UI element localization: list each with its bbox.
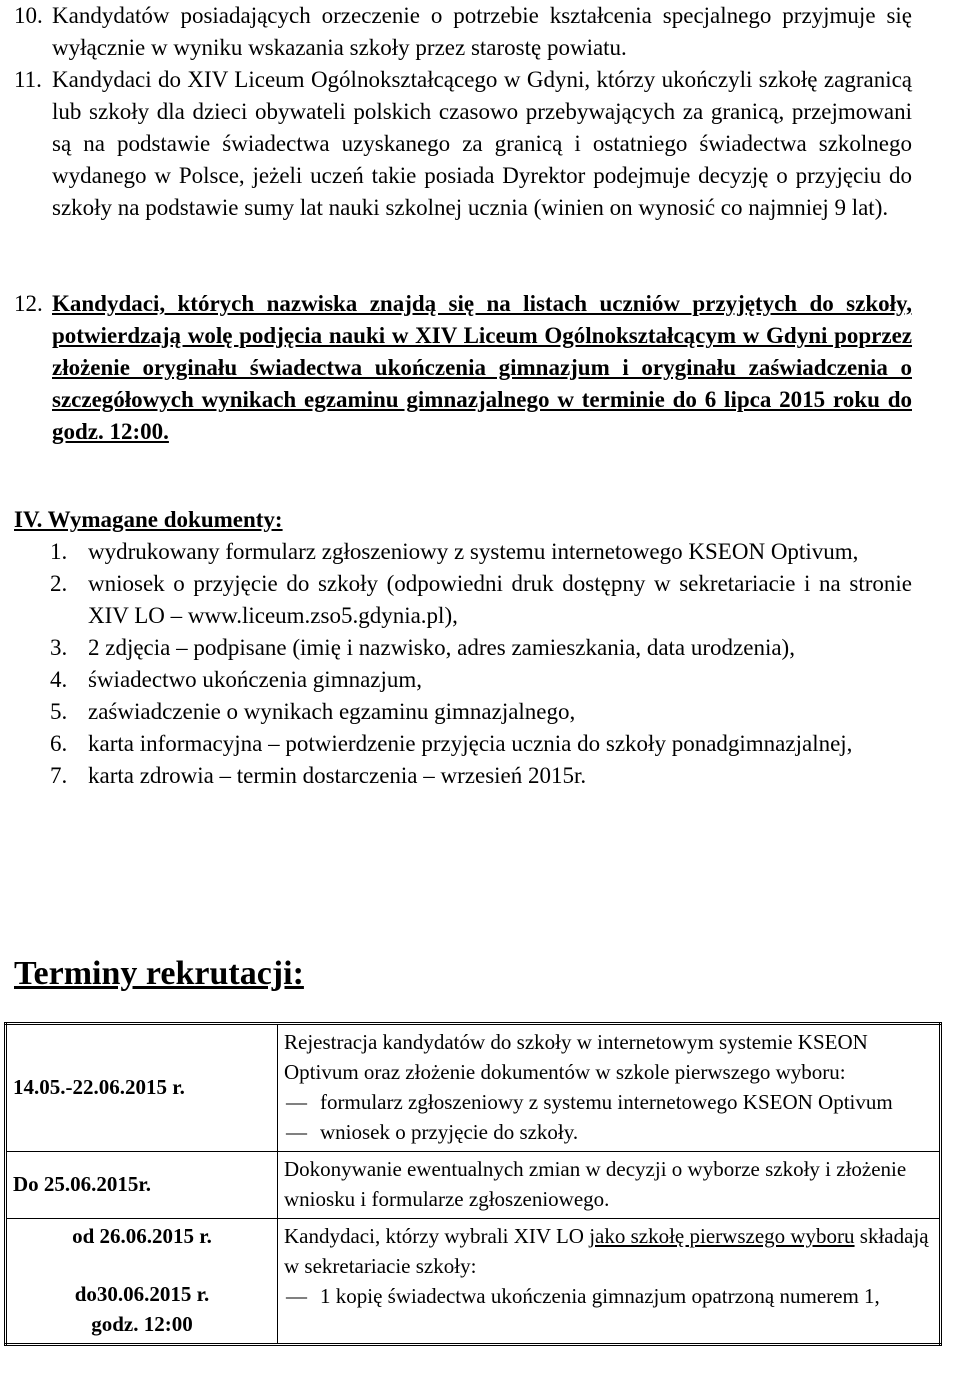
table-cell-date: 14.05.-22.06.2015 r. xyxy=(6,1024,278,1152)
paragraph-10 xyxy=(14,0,912,64)
terms-table xyxy=(4,1022,942,1346)
date-start: od 26.06.2015 r. xyxy=(72,1224,212,1248)
paragraph-number: 12. xyxy=(14,291,43,316)
table-row xyxy=(6,1024,941,1152)
table-row xyxy=(6,1152,941,1219)
paragraph-text: Kandydaci, których nazwiska znajdą się na listach uczniów przyjętych do szkoły, potwierdzają wolę podjęcia nauki w XIV Liceum Ogólnokształcącym w Gdyni poprzez złożenie oryginału świadectwa ukończenia gimnazjum i oryginału zaświadczenia o szczegółowych wynikach egzaminu gimnazjalnego w terminie do 6 lipca 2015 roku do godz. 12:00. xyxy=(52,291,912,444)
date-time: godz. 12:00 xyxy=(91,1312,193,1336)
paragraph-11 xyxy=(14,64,912,224)
terms-section-title: Terminy rekrutacji: xyxy=(14,955,304,992)
paragraph-number: 11. xyxy=(14,67,42,92)
list-item: — wniosek o przyjęcie do szkoły. xyxy=(284,1117,933,1147)
row-description: Rejestracja kandydatów do szkoły w internetowym systemie KSEON Optivum oraz złożenie dokumentów w szkole pierwszego wyboru: xyxy=(284,1030,868,1084)
list-item: — 1 kopię świadectwa ukończenia gimnazjum opatrzoną numerem 1, xyxy=(284,1281,933,1311)
list-item: 5. zaświadczenie o wynikach egzaminu gimnazjalnego, xyxy=(50,699,576,724)
list-item: 4. świadectwo ukończenia gimnazjum, xyxy=(50,667,423,692)
paragraph-text: Kandydaci do XIV Liceum Ogólnokształcącego w Gdyni, którzy ukończyli szkołę zagranicą lub szkoły dla dzieci obywateli polskich czasowo przebywających za granicą, przejmowani są na podstawie świadectwa uzyskanego za granicą i ostatniego świadectwa szkolnego wydanego w Polsce, jeżeli uczeń takie posiada Dyrektor podejmuje decyzję o przyjęciu do szkoły na podstawie sumy lat nauki szkolnej ucznia (winien on wynosić co najmniej 9 lat). xyxy=(52,67,912,220)
date-end: do30.06.2015 r. xyxy=(74,1282,210,1306)
table-cell-date: Do 25.06.2015r. xyxy=(6,1152,278,1219)
table-row xyxy=(6,1219,941,1345)
paragraph-text: Kandydatów posiadających orzeczenie o potrzebie kształcenia specjalnego przyjmuje się wyłącznie w wyniku wskazania szkoły przez starostę powiatu. xyxy=(52,3,912,60)
list-item: 2. wniosek o przyjęcie do szkoły (odpowiedni druk dostępny w sekretariacie i na stronie XIV LO – www.liceum.zso5.gdynia.pl), xyxy=(50,571,912,628)
list-item: — formularz zgłoszeniowy z systemu internetowego KSEON Optivum xyxy=(284,1087,933,1117)
underlined-phrase: jako szkołę pierwszego wyboru xyxy=(589,1224,855,1248)
list-item: 3. 2 zdjęcia – podpisane (imię i nazwisko, adres zamieszkania, data urodzenia), xyxy=(50,635,795,660)
table-cell-description xyxy=(278,1024,941,1152)
row-bullets xyxy=(284,1087,933,1147)
list-item: 1. wydrukowany formularz zgłoszeniowy z systemu internetowego KSEON Optivum, xyxy=(50,539,859,564)
row-bullets xyxy=(284,1281,933,1311)
paragraph-number: 10. xyxy=(14,3,43,28)
documents-section-title: IV. Wymagane dokumenty: xyxy=(14,507,283,532)
paragraph-12 xyxy=(14,288,912,448)
table-cell-date xyxy=(6,1219,278,1345)
table-cell-description: Dokonywanie ewentualnych zmian w decyzji o wyborze szkoły i złożenie wniosku i formularze zgłoszeniowego. xyxy=(278,1152,941,1219)
list-item: 7. karta zdrowia – termin dostarczenia – wrzesień 2015r. xyxy=(50,763,587,788)
row-description: Kandydaci, którzy wybrali XIV LO jako szkołę pierwszego wyboru składają w sekretariacie szkoły: xyxy=(284,1224,929,1278)
list-item: 6. karta informacyjna – potwierdzenie przyjęcia ucznia do szkoły ponadgimnazjalnej, xyxy=(50,731,853,756)
documents-list xyxy=(50,536,912,792)
table-cell-description xyxy=(278,1219,941,1345)
